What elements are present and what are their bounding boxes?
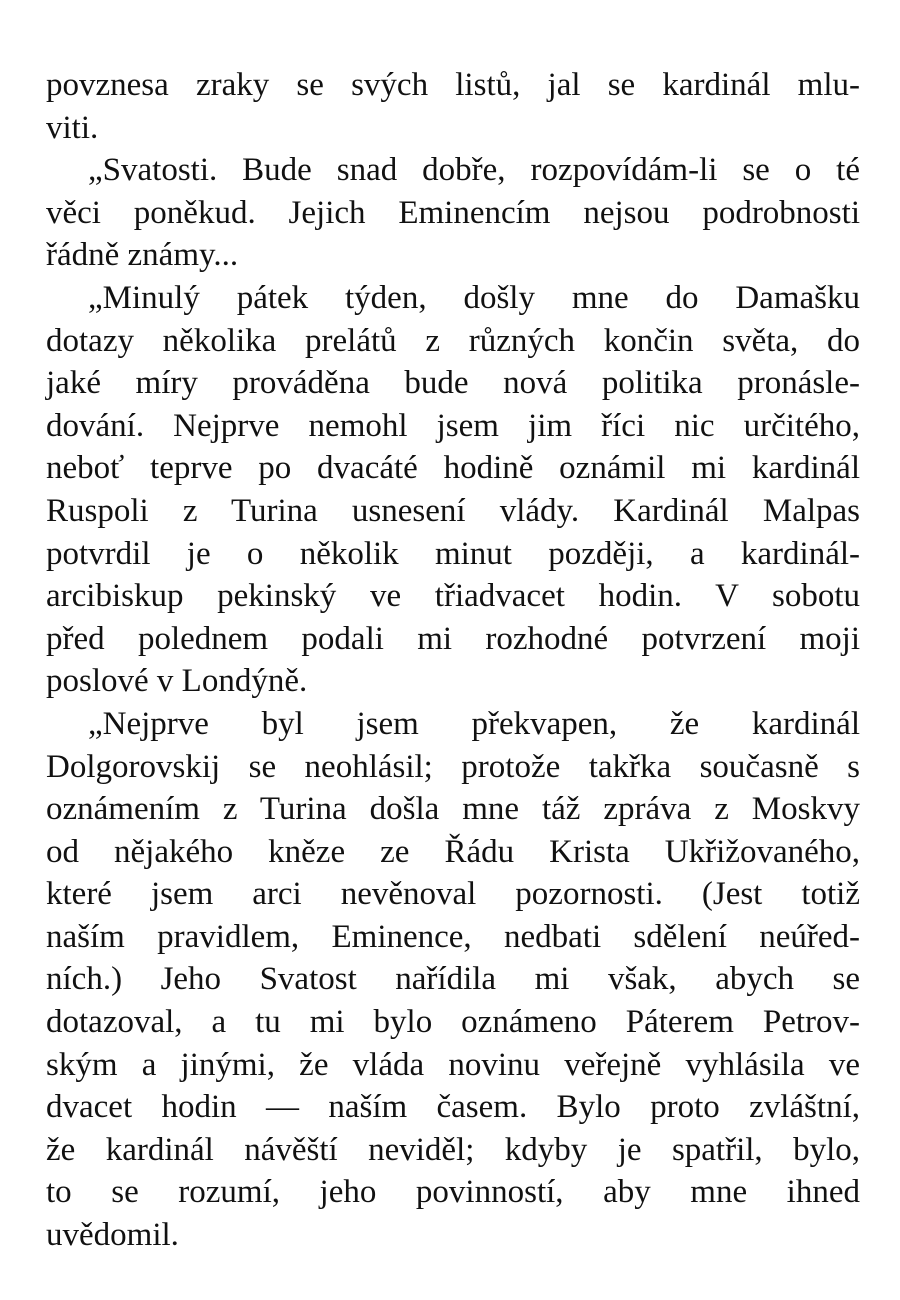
paragraph [46,277,860,703]
text-line: dotazoval, a tu mi bylo oznámeno Páterem Petrov- [46,1004,860,1041]
paragraph [46,703,860,1257]
book-page [46,64,860,1257]
text-line: Dolgorovskij se neohlásil; protože takřka současně s [46,748,860,785]
text-line: poslové v Londýně. [46,663,308,700]
text-line: ních.) Jeho Svatost nařídila mi však, abych se [46,961,860,998]
text-line: před polednem podali mi rozhodné potvrzení moji [46,620,860,657]
text-line: naším pravidlem, Eminence, nedbati sdělení neúřed- [46,918,860,955]
text-line: že kardinál návěští neviděl; kdyby je spatřil, bylo, [46,1131,860,1168]
text-line: potvrdil je o několik minut později, a kardinál- [46,535,860,572]
text-line: jaké míry prováděna bude nová politika pronásle- [46,365,860,402]
text-line: to se rozumí, jeho povinností, aby mne ihned [46,1174,860,1211]
text-line: které jsem arci nevěnoval pozornosti. (Jest totiž [46,876,860,913]
text-line: arcibiskup pekinský ve třiadvacet hodin. V sobotu [46,578,860,615]
text-line: uvědomil. [46,1217,179,1254]
text-line: „Minulý pátek týden, došly mne do Damašku [88,279,860,316]
paragraph [46,64,860,149]
text-line: viti. [46,109,99,146]
text-line: věci poněkud. Jejich Eminencím nejsou podrobnosti [46,194,860,231]
text-line: řádně známy... [46,237,239,274]
text-line: od nějakého kněze ze Řádu Krista Ukřižovaného, [46,833,860,870]
text-line: povznesa zraky se svých listů, jal se kardinál mlu- [46,67,860,103]
text-line: „Svatosti. Bude snad dobře, rozpovídám-li se o té [88,152,860,189]
text-line: dotazy několika prelátů z různých končin světa, do [46,322,860,359]
text-line: Ruspoli z Turina usnesení vlády. Kardinál Malpas [46,492,860,529]
text-line: oznámením z Turina došla mne táž zpráva z Moskvy [46,791,860,828]
text-line: dvacet hodin — naším časem. Bylo proto zvláštní, [46,1089,860,1126]
paragraph [46,149,860,277]
page-text [46,64,860,1257]
text-line: dování. Nejprve nemohl jsem jim říci nic určitého, [46,407,860,444]
text-line: ským a jinými, že vláda novinu veřejně vyhlásila ve [46,1046,860,1083]
text-line: „Nejprve byl jsem překvapen, že kardinál [88,705,860,742]
text-line: neboť teprve po dvacáté hodině oznámil mi kardinál [46,450,860,487]
